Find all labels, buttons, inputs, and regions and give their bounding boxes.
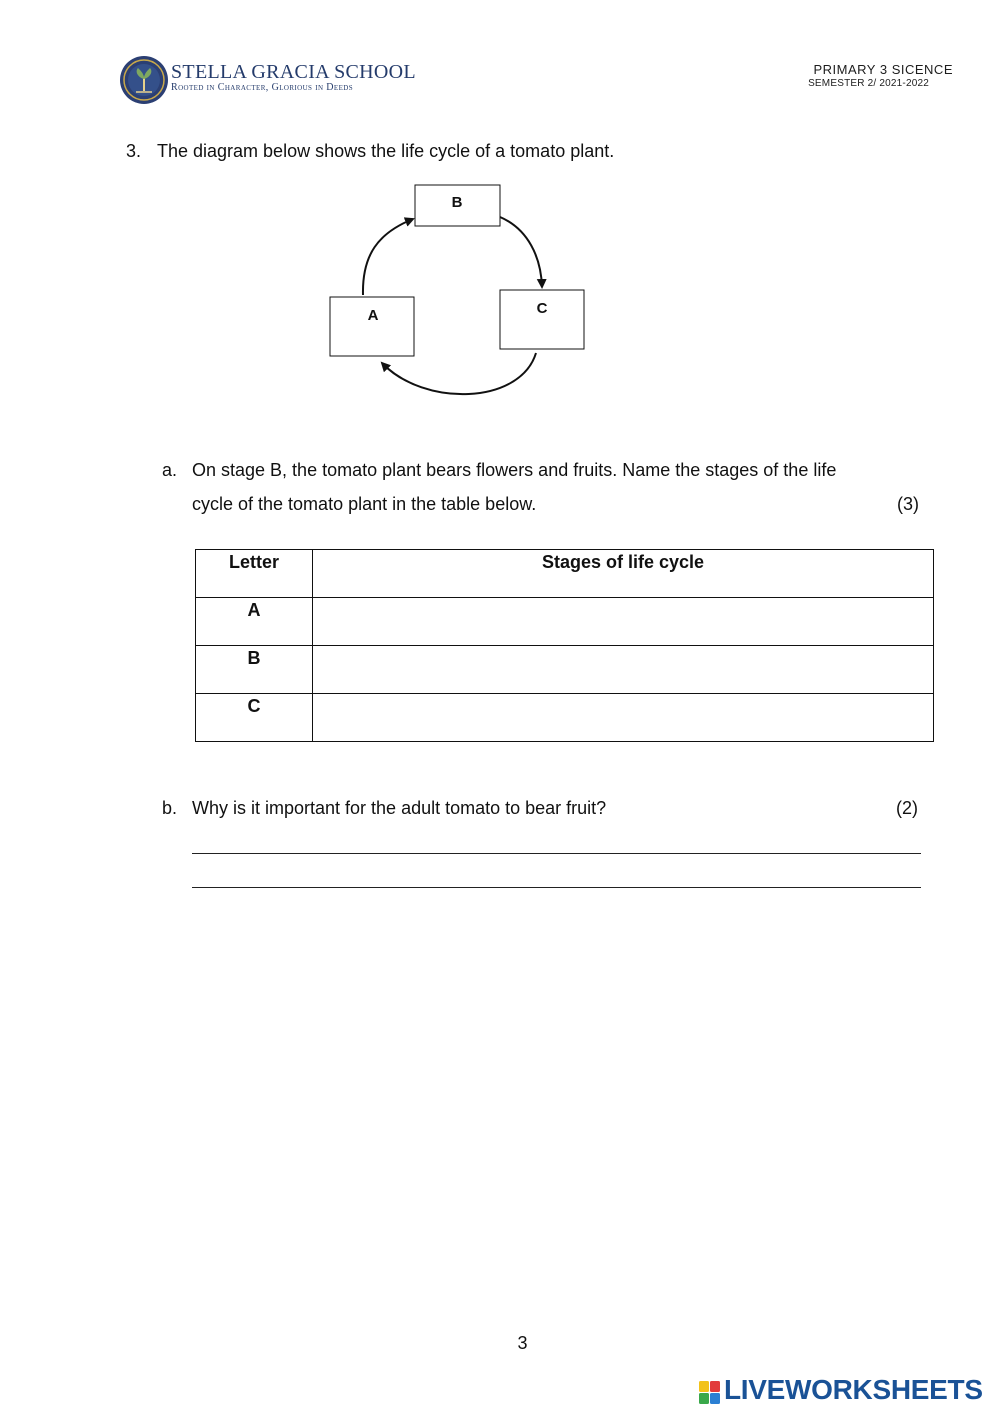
liveworksheets-watermark: LIVEWORKSHEETS [724,1374,983,1405]
part-b-label: b. [162,798,178,818]
liveworksheets-logo-icon [699,1381,721,1405]
answer-cell-a[interactable] [313,598,934,646]
answer-line-1[interactable] [192,853,921,854]
question-number: 3. [126,141,142,161]
table-row [196,694,934,742]
row-letter-c: C [196,694,313,742]
table-row [196,598,934,646]
stage-box-c [500,290,584,349]
answer-cell-c[interactable] [313,694,934,742]
part-b-marks: (2) [896,798,918,818]
subject-title: PRIMARY 3 SICENCE [813,62,953,77]
header-letter: Letter [196,550,313,598]
semester-label: SEMESTER 2/ 2021-2022 [808,78,929,89]
part-a-line-2: cycle of the tomato plant in the table below. [192,494,537,514]
school-logo [119,55,169,105]
life-cycle-diagram [320,175,600,410]
stage-box-a [330,297,414,356]
arrow-a-to-b [363,219,413,295]
part-b-question: Why is it important for the adult tomato to bear fruit? [192,798,607,818]
stage-label-c: C [536,300,548,317]
school-motto: Rooted in Character, Glorious in Deeds [171,82,354,93]
stage-label-b: B [451,194,463,211]
answer-line-2[interactable] [192,887,921,888]
part-a-marks: (3) [897,494,919,514]
row-letter-b: B [196,646,313,694]
header-stage: Stages of life cycle [313,550,934,598]
arrow-b-to-c [500,217,542,287]
stage-label-a: A [367,307,379,324]
arrow-c-to-a [382,353,536,394]
answer-table [195,549,934,742]
part-a-label: a. [162,460,178,480]
table-row [196,646,934,694]
page-number: 3 [517,1333,528,1353]
school-name: STELLA GRACIA SCHOOL [171,61,416,83]
question-text: The diagram below shows the life cycle of a tomato plant. [157,141,615,161]
answer-cell-b[interactable] [313,646,934,694]
part-a-line-1: On stage B, the tomato plant bears flowers and fruits. Name the stages of the life [192,460,837,480]
table-header-row [196,550,934,598]
row-letter-a: A [196,598,313,646]
